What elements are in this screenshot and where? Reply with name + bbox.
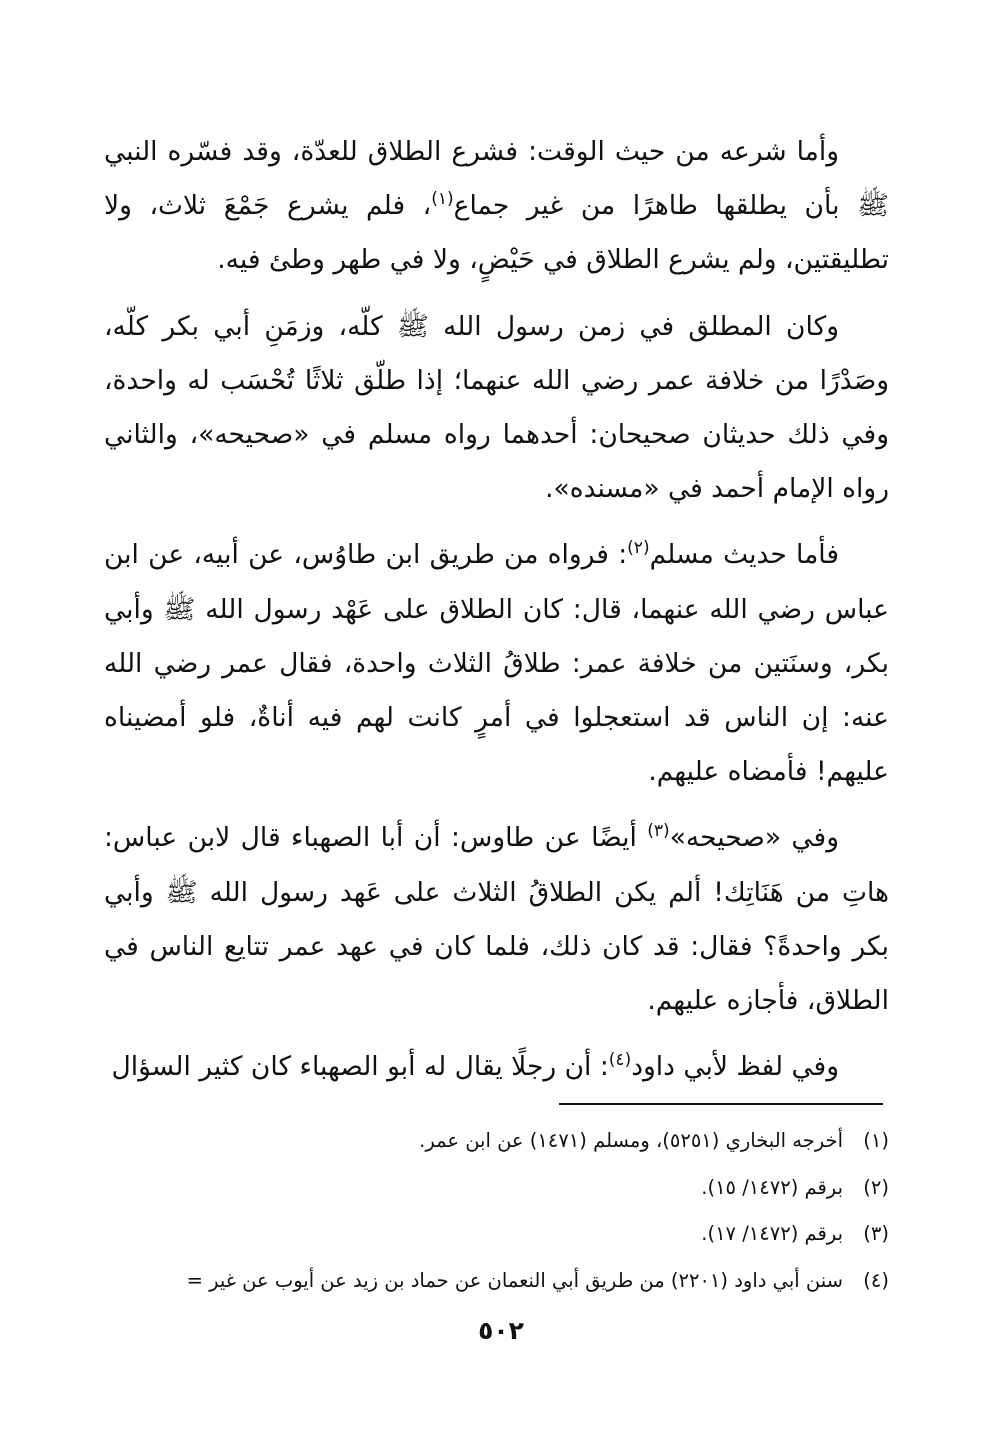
footnote-number: (٤) [863, 1268, 889, 1292]
footnote-text: برقم (١٤٧٢/ ١٥). [701, 1175, 843, 1199]
paragraph-1 [104, 125, 889, 288]
footnotes [89, 1118, 889, 1304]
page-number: ٥٠٢ [478, 1316, 524, 1345]
paragraph-text: وأما شرعه من حيث الوقت: فشرع الطلاق للعدّة، وقد فسّره النبي ﷺ بأن يطلقها طاهرًا من غير جماع [104, 136, 889, 222]
paragraph-text: : أن رجلًا يقال له أبو الصهباء كان كثير السؤال [111, 1051, 609, 1083]
footnote-reference-2: (٢) [627, 538, 650, 559]
paragraph-text: وكان المطلق في زمن رسول الله ﷺ كلّه، وزمَنِ أبي بكر كلّه، وصَدْرًا من خلافة عمر رضي الله عنهما؛ إذا طلّق ثلاثًا تُحْسَب له واحدة، وفي ذلك حديثان صحيحان: أحدهما رواه مسلم في «صحيحه»، والثاني رواه الإمام أحمد في «مسنده». [104, 310, 889, 505]
paragraph-2 [104, 300, 889, 517]
paragraph-text: وفي لفظ لأبي داود [631, 1051, 839, 1083]
paragraph-text: وفي «صحيحه» [669, 822, 839, 854]
footnote-number: (١) [863, 1129, 889, 1152]
paragraph-text: ، فلم يشرع جَمْعَ ثلاث، ولا تطليقتين، ولم يشرع الطلاق في حَيْضٍ، ولا في طهر وطئ فيه. [104, 190, 889, 276]
paragraph-text: فأما حديث مسلم [649, 539, 840, 571]
footnote-number: (٣) [863, 1222, 889, 1245]
footnote-text: برقم (١٤٧٢/ ١٧). [701, 1222, 843, 1245]
footnote-4 [89, 1258, 889, 1305]
paragraph-4 [104, 811, 889, 1028]
footnote-text: أخرجه البخاري (٥٢٥١)، ومسلم (١٤٧١) عن ابن عمر. [419, 1129, 843, 1152]
paragraph-5 [104, 1040, 889, 1094]
footnote-divider [559, 1103, 883, 1105]
paragraph-3 [104, 528, 889, 799]
paragraph-text: : فرواه من طريق ابن طاوُس، عن أبيه، عن ابن عباس رضي الله عنهما، قال: كان الطلاق على عَهْد رسول الله ﷺ وأبي بكر، وسنَتين من خلافة عمر: طلاقُ الثلاث واحدة، فقال عمر رضي الله عنه: إن الناس قد استعجلوا في أمرٍ كانت لهم فيه أناةٌ، فلو أمضيناه عليهم! فأمضاه عليهم. [104, 539, 889, 788]
footnote-reference-4: (٤) [608, 1050, 632, 1071]
footnote-reference-1: (١) [431, 189, 454, 210]
footnote-text: سنن أبي داود (٢٢٠١) من طريق أبي النعمان عن حماد بن زيد عن أيوب عن غير = [186, 1268, 843, 1292]
footnote-2 [89, 1165, 889, 1212]
footnote-number: (٢) [863, 1175, 889, 1199]
footnote-3 [89, 1211, 889, 1258]
footnote-1 [89, 1118, 889, 1165]
main-text [104, 125, 889, 1094]
paragraph-text: أيضًا عن طاوس: أن أبا الصهباء قال لابن عباس: هاتِ من هَنَاتِك! ألم يكن الطلاقُ الثلاث على عَهد رسول الله ﷺ وأبي بكر واحدةً؟ فقال: قد كان ذلك، فلما كان في عهد عمر تتايع الناس في الطلاق، فأجازه عليهم. [104, 822, 889, 1017]
footnote-reference-3: (٣) [647, 821, 670, 842]
